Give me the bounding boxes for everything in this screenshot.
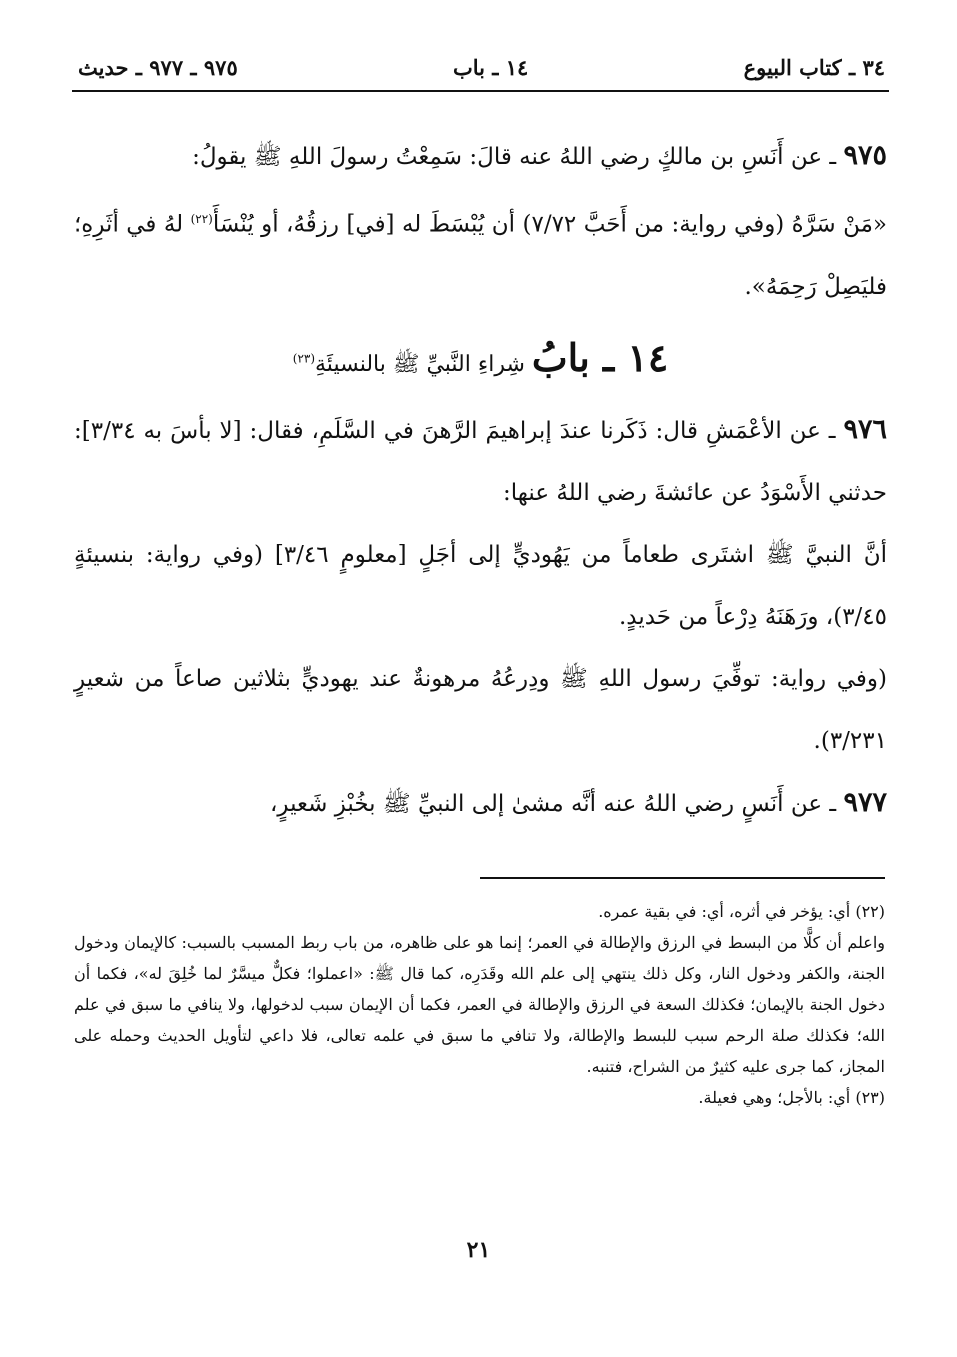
hadith-976-variant: (وفي رواية: توفِّيَ رسول اللهِ ﷺ ودِرعُهُ مرهونةٌ عند يهوديٍّ بثلاثين صاعاً من شعيرٍ ٣/٢٣١).	[74, 665, 887, 754]
hadith-intro: ـ عن أَنَسٍ رضي اللهُ عنه أنَّه مشىٰ إلى النبيِّ ﷺ بخُبْزِ شَعيرٍ،	[269, 790, 844, 817]
footnote-ref-22[interactable]: (٢٢)	[190, 212, 213, 226]
header-divider	[72, 90, 889, 92]
hadith-975-text	[74, 188, 887, 318]
chapter-title: شِراءِ النَّبيِّ ﷺ بالنسيئَةِ	[315, 351, 532, 377]
running-header	[78, 48, 885, 86]
hadith-text-end: لهُ في أثَرِهِ؛ فليَصِلْ رَحِمَهُ».	[74, 211, 887, 300]
hadith-976	[74, 399, 887, 524]
footnote-ref-23[interactable]: (٢٣)	[292, 351, 316, 366]
hadith-intro: ـ عن الأعْمَشِ قال: ذَكَرنا عندَ إبراهيمَ الرَّهنَ في السَّلَمِ، فقال: [لا بأسَ به ٣/٣٤]: حدثني الأَسْوَدُ عن عائشةَ رضي اللهُ عنها:	[74, 417, 887, 506]
main-text	[74, 125, 887, 835]
hadith-976-text: أنَّ النبيَّ ﷺ اشتَرى طعاماً من يَهُوديٍّ إلى أجَلٍ [معلومٍ ٣/٤٦] (وفي رواية: بنسيئةٍ ٣/٤٥)، ورَهَنَهُ دِرْعاً من حَديدٍ.	[74, 541, 887, 630]
hadith-number: ٩٧٧	[843, 786, 887, 818]
chapter-heading	[74, 330, 887, 393]
hadith-intro: ـ عن أَنَسِ بن مالكٍ رضي اللهُ عنه قالَ: سَمِعْتُ رسولَ اللهِ ﷺ يقولُ:	[192, 144, 844, 170]
header-hadith-range: ٩٧٥ ـ ٩٧٧ ـ حديث	[78, 54, 238, 80]
footnotes	[74, 896, 885, 1113]
hadith-975	[74, 125, 887, 188]
hadith-977	[74, 772, 887, 835]
footnote-22: (٢٢) أي: يؤخر في أثره، أي: في بقية عمره.	[598, 902, 885, 921]
footnote-divider	[480, 877, 885, 879]
footnote-22-commentary: واعلم أن كلًّا من البسط في الرزق والإطالة في العمر؛ إنما هو على ظاهره، من باب ربط المسبب بالسبب: كالإيمان ودخول الجنة، والكفر ودخول النار، وكل ذلك ينتهي إلى علم الله وقَدَرِه، كما قال ﷺ: «اعملوا؛ فكلٌّ ميسَّرٌ لما خُلِقَ له»، فكما أن دخول الجنة بالإيمان؛ فكذلك السعة في الرزق والإطالة في العمر، فكما أن الإيمان سبب لدخولها، ولا ينافي ما سبق في علم الله؛ فكذلك صلة الرحم سبب للبسط والإطالة، ولا تنافي ما سبق في علمه تعالى، فلا داعي لتأويل الحديث وحمله على المجاز، كما جرى عليه كثيرٌ من الشراح، فتنبه.	[74, 933, 885, 1076]
chapter-number: ١٤ ـ بابُ	[531, 334, 669, 380]
hadith-number: ٩٧٦	[843, 413, 887, 445]
footnote-23: (٢٣) أي: بالأجل؛ وهي فعيلة.	[698, 1088, 885, 1107]
header-book-title: ٣٤ ـ كتاب البيوع	[743, 54, 885, 80]
page-number: ٢١	[466, 1237, 491, 1263]
hadith-number: ٩٧٥	[843, 140, 887, 171]
hadith-text: «مَنْ سَرَّهُ (وفي رواية: من أَحَبَّ ٧/٧٢) أن يُبْسَطَ له [في] رزقُهُ، أو يُنْسَأَ	[212, 211, 888, 238]
header-chapter: ١٤ ـ باب	[452, 54, 529, 80]
